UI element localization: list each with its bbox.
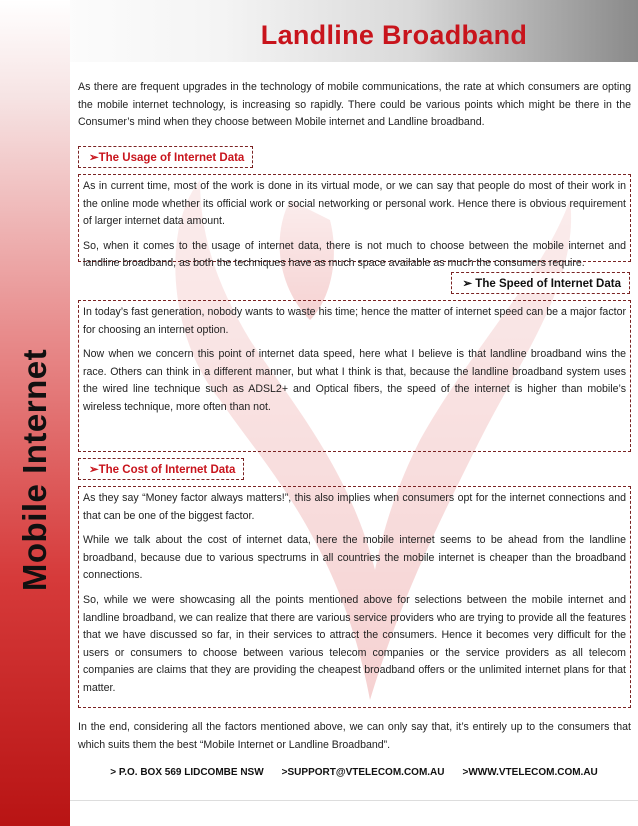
footer-address: > P.O. BOX 569 LIDCOMBE NSW — [110, 767, 264, 778]
section-heading-usage: ➢The Usage of Internet Data — [78, 146, 253, 168]
page-title: Landline Broadband — [260, 20, 528, 50]
speed-paragraph-1: In today’s fast generation, nobody wants to waste his time; hence the matter of internet speed can be a major factor for choosing an internet option. — [83, 306, 626, 336]
side-label: Mobile Internet — [16, 348, 53, 592]
footer-email[interactable]: >SUPPORT@VTELECOM.COM.AU — [281, 767, 445, 778]
footer — [70, 767, 638, 778]
usage-paragraph-2: So, when it comes to the usage of internet data, there is not much to choose between the mobile internet and landline broadband, as both the techniques have as much space available as much the consumers require. — [83, 239, 626, 270]
section-cost — [78, 486, 631, 708]
conclusion-text: In the end, considering all the factors mentioned above, we can only say that, it’s entirely up to the consumers that which suits them the best “Mobile Internet or Landline Broadband”. — [78, 721, 631, 751]
cost-paragraph-1: As they say “Money factor always matters!”, this also implies when consumers opt for the internet connections and that can be one of the biggest factor. — [83, 492, 626, 522]
footer-website[interactable]: >WWW.VTELECOM.COM.AU — [462, 767, 598, 778]
section-usage — [78, 174, 631, 270]
cost-paragraph-2: While we talk about the cost of internet data, here the mobile internet seems to be ahead from the landline broadband, because due to various spectrums in all countries the mobile internet is cheaper than the broadband connections. — [83, 534, 626, 582]
usage-paragraph-1: As in current time, most of the work is done in its virtual mode, or we can say that people do most of their work in the online mode whether its official work or social networking or personal work. Hence there is obvious requirement of larger internet data amount. — [83, 180, 626, 228]
section-heading-speed: ➢ The Speed of Internet Data — [451, 272, 630, 294]
sidebar-band — [0, 0, 70, 826]
footer-rule — [70, 800, 638, 801]
cost-paragraph-3: So, while we were showcasing all the points mentioned above for selections between the mobile internet and landline broadband, we can realize that there are various service providers who are trying to provide all the features that we have discussed so far, in their services to attract the consumers. Hence it becomes very difficult for the users or consumers to choose between various telecom companies or the service providers as all telecom companies are claims that they are providing the cheapest broadband offers or the unlimited internet plans for that matter. — [83, 593, 626, 694]
section-speed — [78, 300, 631, 452]
intro-text: As there are frequent upgrades in the technology of mobile communications, the rate at which consumers are opting the mobile internet technology, is increasing so rapidly. There could be various points which might be there in the Consumer’s mind when they choose between Mobile internet and Landline broadband. — [78, 81, 631, 129]
speed-paragraph-2: Now when we concern this point of internet data speed, here what I believe is that landline broadband wins the race. Others can think in a different manner, but what I think is that, because the landline broadband system uses the wired line technique such as ADSL2+ and Optical fibers, the speed of the internet is higher than mobile’s wireless technique, more often than not. — [83, 348, 626, 413]
intro-block — [78, 79, 631, 132]
section-heading-cost: ➢The Cost of Internet Data — [78, 458, 244, 480]
conclusion-block — [78, 719, 631, 754]
